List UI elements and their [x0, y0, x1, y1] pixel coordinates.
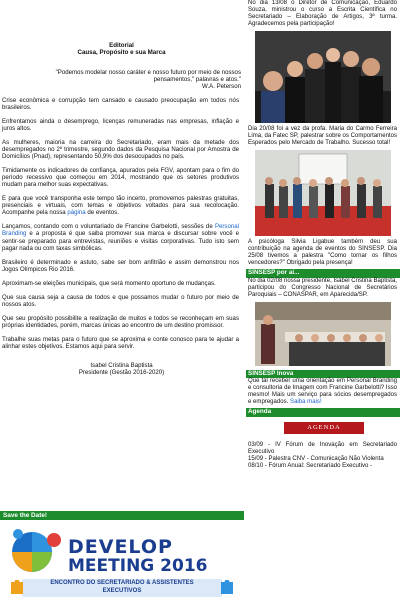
agenda-item: 03/09 - IV Fórum de Inovação em Secretariado Executivo [248, 441, 397, 455]
paragraph-text: Que tal receber uma orientação em Personal Branding e consultoria de Imagem com Francine Garbelotti? Isso mesmo! Mais um serviço para sócios desempregados e empregados. [248, 378, 397, 406]
save-the-date-bar: Save the Date! [0, 511, 244, 520]
editorial-paragraph [2, 195, 241, 216]
news-text: No dia 02/08 nossa presidente, Isabel Cristina Baptista, participou do Congresso Nacional de Secretários Paroquiais – CONASPAR, em Aparecida/SP. [248, 277, 397, 298]
editorial-paragraph: Brasileiro é determinado e astuto, sabe ser bom anfitrião e assim demonstrou nos Jogos Olímpicos Rio 2016. [2, 258, 239, 273]
meeting-year: MEETING 2016 [68, 556, 208, 576]
saiba-mais-link[interactable]: Saiba mais! [290, 399, 322, 406]
editorial-title: Editorial [109, 42, 134, 49]
agenda-item: 08/10 - Fórum Anual: Secretariado Executivo - [248, 462, 373, 469]
quote-text: "Podemos modelar nosso caráter e nosso futuro por meio de nossos pensamentos," palavras e atos." [55, 68, 241, 83]
agenda-item: 15/09 - Palestra CNV - Comunicação Não Violenta [248, 455, 384, 462]
inova-text [246, 378, 400, 406]
group-photo-course [255, 31, 391, 123]
banner-subtitle: ENCONTRO DO SECRETARIADO & ASSISTENTES EXECUTIVOS [50, 580, 194, 594]
editorial-paragraph: Enfrentamos ainda o desemprego, licenças remuneradas nas empresas, inflação e juros altos. [2, 117, 239, 132]
section-bar-por-ai: SINSESP por aí... [246, 269, 400, 278]
editorial-quote [2, 69, 241, 90]
editorial-paragraph: Timidamente os indicadores de confiança, apurados pela FGV, apontam para o fim do período recessivo que começou em 2014, mostrando que os setores produtivos mudam para melhor suas expectativas. [2, 167, 239, 189]
agenda-button[interactable]: AGENDA [284, 422, 364, 434]
puzzle-icon [10, 526, 70, 582]
congress-photo [255, 302, 391, 366]
events-page-link[interactable]: página [67, 209, 86, 217]
signature [2, 362, 241, 376]
editorial-subtitle: Causa, Propósito e sua Marca [77, 49, 166, 57]
quote-author: W.A. Peterson [202, 82, 241, 90]
news-text: A psicóloga Silvia Ligabue também deu sua contribuição na agenda de eventos do SINSESP. Dia 25/08 tivemos a palestra "Como tornar os filhos vencedores?" Obrigado pela presença! [248, 238, 397, 266]
puzzle-piece-icon [220, 580, 234, 596]
news-column [246, 0, 400, 600]
group-photo-image [255, 31, 391, 123]
editorial-paragraph: Que seu propósito possibilite a realização de muitos e todos se reconheçam em suas próprias identidades, porém, marcas únicas ao encontro de um destino promissor. [2, 314, 239, 329]
section-bar-inova: SINSESP Inova [246, 370, 400, 379]
editorial-paragraph: As mulheres, maioria na carreira do Secretariado, eram mais da metade dos desempregados no 2º trimestre, segundo dados da Pesquisa Nacional por Amostra de Domicílios (Pnad), representando 50,9% dos desocupados no país. [2, 139, 239, 161]
paragraph-text: de eventos. [85, 209, 119, 217]
editorial-paragraph [2, 223, 241, 251]
paragraph-text: e a proposta é que saiba promover sua marca e discursar sobre você e sentir-se preparado para entrevistas, reuniões e visitas corporativas. Tudo isto sem pagar nada ou com taxas simbólicas. [2, 230, 239, 252]
develop-wordmark: DEVELOP [68, 536, 173, 558]
group-photo-lecture [255, 150, 391, 236]
paragraph-text: Lançamos, contando com o voluntariado de Francine Garbelotti, sessões de [2, 223, 215, 231]
personal-branding-link[interactable]: Personal Branding [2, 223, 239, 238]
editorial-heading [2, 42, 241, 57]
editorial-paragraph: Que sua causa seja a causa de todos e que possamos mudar o futuro por meio de nossos atos. [2, 293, 239, 308]
editorial-paragraph: Crise econômica e corrupção tem cansado e causado preocupação em todos nós brasileiros. [2, 96, 239, 111]
signature-role: Presidente (Gestão 2016-2020) [78, 369, 165, 377]
editorial-paragraph: Aproximam-se eleições municipais, que será momento oportuno de mudanças. [2, 279, 216, 287]
lecture-photo-image [255, 150, 391, 236]
section-bar-agenda: Agenda [246, 408, 400, 417]
paragraph-text: E para que você transponha este tempo tão incerto, promovemos palestras gratuitas, presenciais e virtuais, com temas e objetivos voltados para sua recolocação. Acompanhe pela nossa [2, 195, 239, 217]
develop-meeting-banner[interactable] [8, 524, 236, 600]
news-text: Dia 20/08 foi a vez da profa. Maria do Carmo Ferreira Lima, da Fatec SP, palestrar sobre os Comportamentos Esperados pelo Mercado de Trabalho. Sucesso total! [248, 125, 397, 146]
editorial-paragraph: Trabalhe suas metas para o futuro que se aproxima e conte conosco para te ajudar a alinhar estes objetivos. Estamos aqui para servir. [2, 335, 239, 350]
congress-photo-image [255, 302, 391, 366]
puzzle-piece-icon [10, 580, 24, 596]
agenda-list [246, 442, 400, 470]
news-text: No dia 13/08 o Diretor de Comunicação, Eduardo Souza, ministrou o curso a Escrita Científica no Secretariado – Elaboração de Artigos, 3ª turma. Agradecemos pela participação! [248, 0, 397, 27]
signature-name: Isabel Cristina Baptista [90, 362, 153, 370]
